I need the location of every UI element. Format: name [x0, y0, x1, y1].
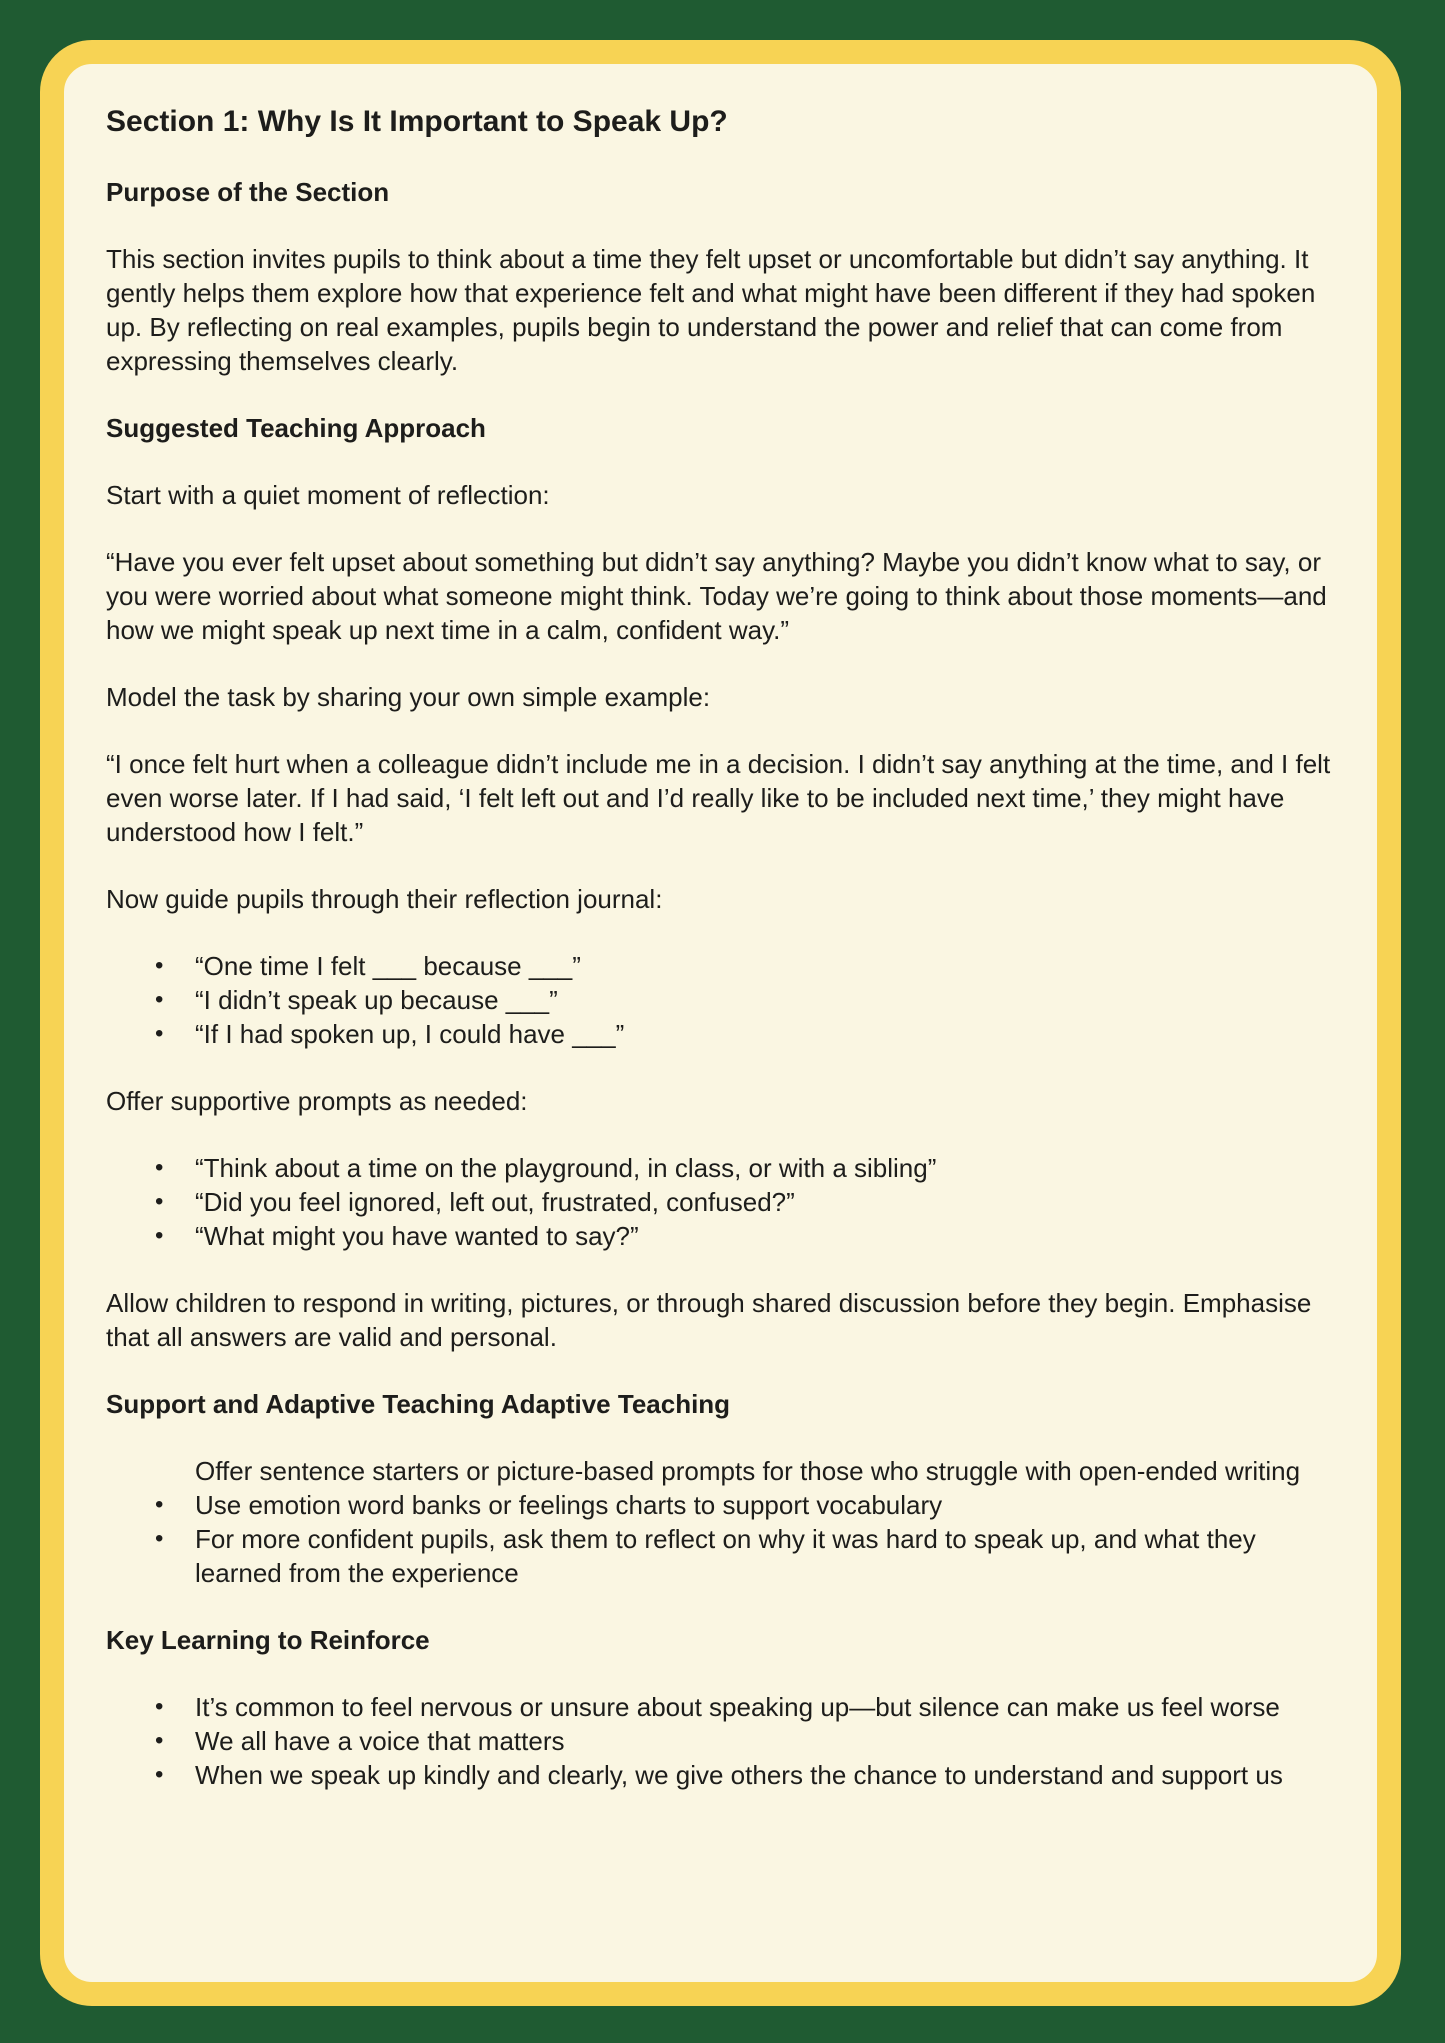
bullet-icon: •: [155, 1222, 164, 1249]
document-title: Section 1: Why Is It Important to Speak Up?: [106, 105, 728, 138]
model-quote: “I once felt hurt when a colleague didn’t include me in a decision. I didn’t say anything at the time, and I felt even worse later. If I had said, ‘I felt left out and I’d really like to be included next time,’ they might have understood how I felt.”: [106, 749, 1331, 847]
support-list: [106, 1454, 1347, 1590]
bullet-icon: •: [155, 1154, 164, 1181]
list-item-text: “Think about a time on the playground, in class, or with a sibling”: [195, 1153, 937, 1183]
list-item: [106, 1690, 1347, 1724]
list-item-text: “Did you feel ignored, left out, frustrated, confused?”: [195, 1187, 795, 1217]
list-item: [106, 983, 1347, 1017]
list-item-text: It’s common to feel nervous or unsure about speaking up—but silence can make us feel worse: [195, 1692, 1280, 1722]
bullet-icon: •: [155, 1525, 164, 1552]
bullet-icon: •: [155, 986, 164, 1013]
heading-purpose: Purpose of the Section: [106, 177, 390, 207]
list-item-text: For more confident pupils, ask them to reflect on why it was hard to speak up, and what they learned from the experience: [195, 1524, 1256, 1588]
list-item: [106, 1219, 1347, 1253]
list-item: [106, 1488, 1347, 1522]
bullet-icon: •: [155, 1693, 164, 1720]
list-item: [106, 1522, 1347, 1590]
journal-intro: Now guide pupils through their reflection journal:: [106, 884, 663, 914]
heading-support-adaptive: Support and Adaptive Teaching Adaptive Teaching: [106, 1389, 731, 1419]
list-item-text: “I didn’t speak up because ___”: [195, 985, 558, 1015]
list-item: [106, 1758, 1347, 1792]
list-item-text: When we speak up kindly and clearly, we give others the chance to understand and support us: [195, 1760, 1283, 1790]
approach-closing: Allow children to respond in writing, pictures, or through shared discussion before they begin. Emphasise that all answers are valid and personal.: [106, 1288, 1312, 1352]
bullet-icon: •: [155, 952, 164, 979]
key-learning-list: [106, 1690, 1347, 1792]
list-item-text: We all have a voice that matters: [195, 1726, 565, 1756]
list-item: [106, 1724, 1347, 1758]
heading-key-learning: Key Learning to Reinforce: [106, 1625, 430, 1655]
bullet-icon: •: [155, 1020, 164, 1047]
list-item-text: Use emotion word banks or feelings charts to support vocabulary: [195, 1490, 943, 1520]
list-item: [106, 1454, 1347, 1488]
bullet-icon: •: [155, 1727, 164, 1754]
list-item-text: “One time I felt ___ because ___”: [195, 951, 581, 981]
document-card: [40, 40, 1401, 2006]
bullet-icon: •: [155, 1761, 164, 1788]
list-item-text: Offer sentence starters or picture-based prompts for those who struggle with open-ended writing: [195, 1456, 1301, 1486]
list-item: [106, 1017, 1347, 1051]
list-item: [106, 1151, 1347, 1185]
bullet-icon: •: [155, 1491, 164, 1518]
supportive-intro: Offer supportive prompts as needed:: [106, 1086, 528, 1116]
model-intro: Model the task by sharing your own simple example:: [106, 682, 711, 712]
reflection-intro: Start with a quiet moment of reflection:: [106, 480, 550, 510]
bullet-icon: •: [155, 1188, 164, 1215]
journal-prompts-list: [106, 949, 1347, 1051]
list-item-text: “If I had spoken up, I could have ___”: [195, 1019, 625, 1049]
reflection-quote: “Have you ever felt upset about something but didn’t say anything? Maybe you didn’t know what to say, or you were worried about what someone might think. Today we’re going to think about those moments—and how we might speak up next time in a calm, confident way.”: [106, 547, 1327, 645]
list-item: [106, 949, 1347, 983]
list-item: [106, 1185, 1347, 1219]
list-item-text: “What might you have wanted to say?”: [195, 1221, 639, 1251]
bullet-spacer: [155, 1454, 195, 1488]
heading-teaching-approach: Suggested Teaching Approach: [106, 413, 486, 443]
supportive-prompts-list: [106, 1151, 1347, 1253]
purpose-body: This section invites pupils to think about a time they felt upset or uncomfortable but didn’t say anything. It gently helps them explore how that experience felt and what might have been different if they had spoken up. By reflecting on real examples, pupils begin to understand the power and relief that can come from expressing themselves clearly.: [106, 244, 1316, 376]
